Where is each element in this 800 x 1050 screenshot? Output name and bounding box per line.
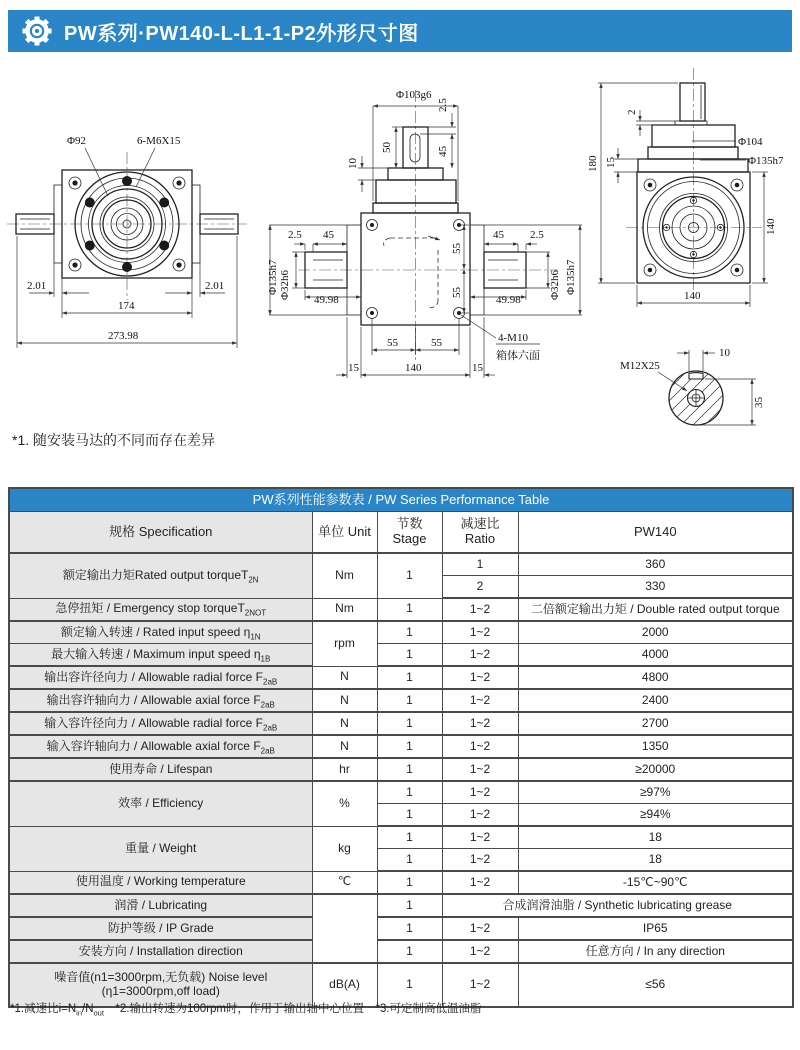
row-estop (9, 598, 793, 621)
spec-temperature: 使用温度 / Working temperature (9, 871, 312, 894)
row-install (9, 940, 793, 963)
dim-140: 140 (405, 362, 422, 374)
dim-273.98: 273.98 (108, 330, 139, 342)
dim-55-v1: 55 (451, 243, 463, 254)
dim-55-h1: 55 (387, 337, 398, 349)
unit-out-axial: N (312, 689, 377, 712)
value-lifespan: ≥20000 (518, 758, 793, 781)
ratio-torque-2: 2 (442, 576, 518, 599)
row-out-axial (9, 689, 793, 712)
row-out-radial (9, 666, 793, 689)
value-in-axial: 1350 (518, 735, 793, 758)
ratio-in-radial: 1~2 (442, 712, 518, 735)
row-efficiency-1 (9, 781, 793, 804)
ratio-torque-1: 1 (442, 553, 518, 576)
ratio-rated-speed: 1~2 (442, 621, 518, 644)
ratio-out-radial: 1~2 (442, 666, 518, 689)
dim-49.98-left: 49.98 (314, 294, 339, 306)
spec-rated-speed: 额定输入转速 / Rated input speed $\eta_{1N}$ (9, 621, 312, 644)
dim-phi92: Φ92 (67, 135, 87, 147)
stage-max-speed: 1 (377, 644, 442, 667)
value-torque-2: 330 (518, 576, 793, 599)
spec-torque: 额定输出力矩Rated output torqueT$_{2N}$ (9, 553, 312, 598)
value-rated-speed: 2000 (518, 621, 793, 644)
stage-in-axial: 1 (377, 735, 442, 758)
stage-rated-speed: 1 (377, 621, 442, 644)
spec-estop: 急停扭矩 / Emergency stop torqueT$_{2NOT}$ (9, 598, 312, 621)
dim-2.01-left: 2.01 (27, 280, 47, 292)
dim-140-vert: 140 (765, 218, 777, 235)
table-title: PW系列性能参数表 / PW Series Performance Table (9, 488, 793, 512)
col-ratio: 减速比 Ratio (442, 512, 518, 554)
dim-180: 180 (587, 155, 599, 172)
stage-efficiency-1: 1 (377, 781, 442, 804)
value-install: 任意方向 / In any direction (518, 940, 793, 963)
ratio-out-axial: 1~2 (442, 689, 518, 712)
value-max-speed: 4000 (518, 644, 793, 667)
value-weight-1: 18 (518, 826, 793, 849)
dim-2.5-right: 2.5 (530, 229, 544, 241)
spec-install: 安装方向 / Installation direction (9, 940, 312, 963)
value-noise: ≤56 (518, 963, 793, 1007)
spec-noise: 噪音值(n1=3000rpm,无负载) Noise level (η1=3000rpm,off load) (9, 963, 312, 1007)
col-stage: 节数 Stage (377, 512, 442, 554)
spec-lubricating: 润滑 / Lubricating (9, 894, 312, 917)
spec-out-radial: 输出容许径向力 / Allowable radial force $F_{2aB}$ (9, 666, 312, 689)
dim-phi32h6-left: Φ32h6 (279, 269, 291, 300)
value-out-axial: 2400 (518, 689, 793, 712)
side-view-drawing (268, 60, 588, 420)
stage-out-axial: 1 (377, 689, 442, 712)
unit-noise: dB(A) (312, 963, 377, 1007)
unit-estop: Nm (312, 598, 377, 621)
unit-torque: Nm (312, 553, 377, 598)
unit-efficiency: % (312, 781, 377, 826)
ratio-temperature: 1~2 (442, 871, 518, 894)
dim-55-h2: 55 (431, 337, 442, 349)
stage-in-radial: 1 (377, 712, 442, 735)
ratio-efficiency-1: 1~2 (442, 781, 518, 804)
stage-noise: 1 (377, 963, 442, 1007)
row-torque-1 (9, 553, 793, 576)
dim-15: 15 (605, 157, 617, 168)
dim-15-left: 15 (348, 362, 359, 374)
dim-2.01-right: 2.01 (205, 280, 225, 292)
unit-speed: rpm (312, 621, 377, 666)
row-temperature (9, 871, 793, 894)
front-view-drawing (5, 60, 270, 400)
page-header (8, 10, 792, 52)
table-footnote: *1.减速比$i=N_{in}/N_{out}$ *2.输出转速为100rpm时，作用于输出轴中心位置 *3.可定制高低温油脂 (10, 1003, 482, 1018)
ratio-noise: 1~2 (442, 963, 518, 1007)
dim-2.5-left: 2.5 (288, 229, 302, 241)
spec-max-speed: 最大输入转速 / Maximum input speed $\eta_{1B}$ (9, 644, 312, 667)
dim-phi103g6: Φ103g6 (396, 89, 432, 101)
table-header-row (9, 512, 793, 554)
stage-weight-1: 1 (377, 826, 442, 849)
dim-4-m10: 4-M10 (498, 332, 528, 344)
value-torque-1: 360 (518, 553, 793, 576)
dim-m12x25: M12X25 (620, 360, 660, 372)
dim-45-right: 45 (493, 229, 504, 241)
value-ip: IP65 (518, 917, 793, 940)
dim-phi135h7-right: Φ135h7 (565, 259, 577, 295)
spec-lifespan: 使用寿命 / Lifespan (9, 758, 312, 781)
stage-lifespan: 1 (377, 758, 442, 781)
spec-weight: 重量 / Weight (9, 826, 312, 871)
stage-install: 1 (377, 940, 442, 963)
section-keyway (689, 373, 703, 379)
gear-icon (20, 14, 54, 48)
shaft-section-drawing (620, 347, 765, 438)
stage-estop: 1 (377, 598, 442, 621)
dim-2: 2 (626, 109, 638, 115)
dim-45-left: 45 (323, 229, 334, 241)
unit-temperature: ℃ (312, 871, 377, 894)
dim-10-key: 10 (719, 347, 730, 359)
ratio-estop: 1~2 (442, 598, 518, 621)
ratio-install: 1~2 (442, 940, 518, 963)
spec-efficiency: 效率 / Efficiency (9, 781, 312, 826)
col-model: PW140 (518, 512, 793, 554)
row-lubricating (9, 894, 793, 917)
dim-phi135h7: Φ135h7 (748, 155, 784, 167)
dim-174: 174 (118, 300, 135, 312)
drawing-note: *1. 随安装马达的不同而存在差异 (12, 432, 216, 448)
label-box-six-faces: 箱体六面 (496, 350, 540, 362)
col-unit: 单位 Unit (312, 512, 377, 554)
side-dimensions (267, 89, 582, 378)
ratio-in-axial: 1~2 (442, 735, 518, 758)
dim-10: 10 (347, 158, 359, 169)
dim-15-right: 15 (472, 362, 483, 374)
performance-table (8, 487, 794, 1008)
stage-weight-2: 1 (377, 849, 442, 872)
ratio-max-speed: 1~2 (442, 644, 518, 667)
dim-phi32h6-right: Φ32h6 (549, 269, 561, 300)
ratio-efficiency-2: 1~2 (442, 804, 518, 827)
value-in-radial: 2700 (518, 712, 793, 735)
spec-in-radial: 输入容许径向力 / Allowable radial force $F_{2aB}$ (9, 712, 312, 735)
unit-in-radial: N (312, 712, 377, 735)
table-title-row (9, 488, 793, 512)
side-hidden-detail (384, 236, 440, 308)
row-ip (9, 917, 793, 940)
stage-lubricating: 1 (377, 894, 442, 917)
stage-temperature: 1 (377, 871, 442, 894)
value-out-radial: 4800 (518, 666, 793, 689)
row-rated-speed (9, 621, 793, 644)
dim-45-top: 45 (437, 146, 449, 157)
value-temperature: -15℃~90℃ (518, 871, 793, 894)
unit-out-radial: N (312, 666, 377, 689)
col-spec: 规格 Specification (9, 512, 312, 554)
top-dimensions (587, 83, 784, 307)
row-in-radial (9, 712, 793, 735)
ratio-lifespan: 1~2 (442, 758, 518, 781)
stage-ip: 1 (377, 917, 442, 940)
ratio-ip: 1~2 (442, 917, 518, 940)
dim-55-v2: 55 (451, 287, 463, 298)
dim-phi104: Φ104 (738, 136, 763, 148)
unit-lifespan: hr (312, 758, 377, 781)
dim-2.5-top: 2.5 (437, 98, 449, 112)
spec-ip: 防护等级 / IP Grade (9, 917, 312, 940)
spec-in-axial: 输入容许轴向力 / Allowable axial force $F_{2aB}$ (9, 735, 312, 758)
value-efficiency-1: ≥97% (518, 781, 793, 804)
ratio-weight-2: 1~2 (442, 849, 518, 872)
page-title: PW系列·PW140-L-L1-1-P2外形尺寸图 (64, 22, 419, 45)
row-weight-1 (9, 826, 793, 849)
dim-6-m6x15: 6-M6X15 (137, 135, 181, 147)
ratio-weight-1: 1~2 (442, 826, 518, 849)
row-lifespan (9, 758, 793, 781)
value-weight-2: 18 (518, 849, 793, 872)
stage-efficiency-2: 1 (377, 804, 442, 827)
spec-out-axial: 输出容许轴向力 / Allowable axial force $F_{2aB}$ (9, 689, 312, 712)
row-in-axial (9, 735, 793, 758)
value-lubricating: 合成润滑油脂 / Synthetic lubricating grease (442, 894, 793, 917)
dim-50: 50 (381, 142, 393, 153)
dim-35: 35 (753, 397, 765, 408)
top-view-drawing (588, 60, 800, 420)
value-efficiency-2: ≥94% (518, 804, 793, 827)
dim-140-horiz: 140 (684, 290, 701, 302)
row-max-speed (9, 644, 793, 667)
unit-in-axial: N (312, 735, 377, 758)
dim-phi135h7-left: Φ135h7 (267, 259, 279, 295)
unit-weight: kg (312, 826, 377, 871)
dim-49.98-right: 49.98 (496, 294, 521, 306)
stage-torque: 1 (377, 553, 442, 598)
unit-lubricating-group (312, 894, 377, 963)
stage-out-radial: 1 (377, 666, 442, 689)
value-estop: 二倍额定输出力矩 / Double rated output torque (518, 598, 793, 621)
